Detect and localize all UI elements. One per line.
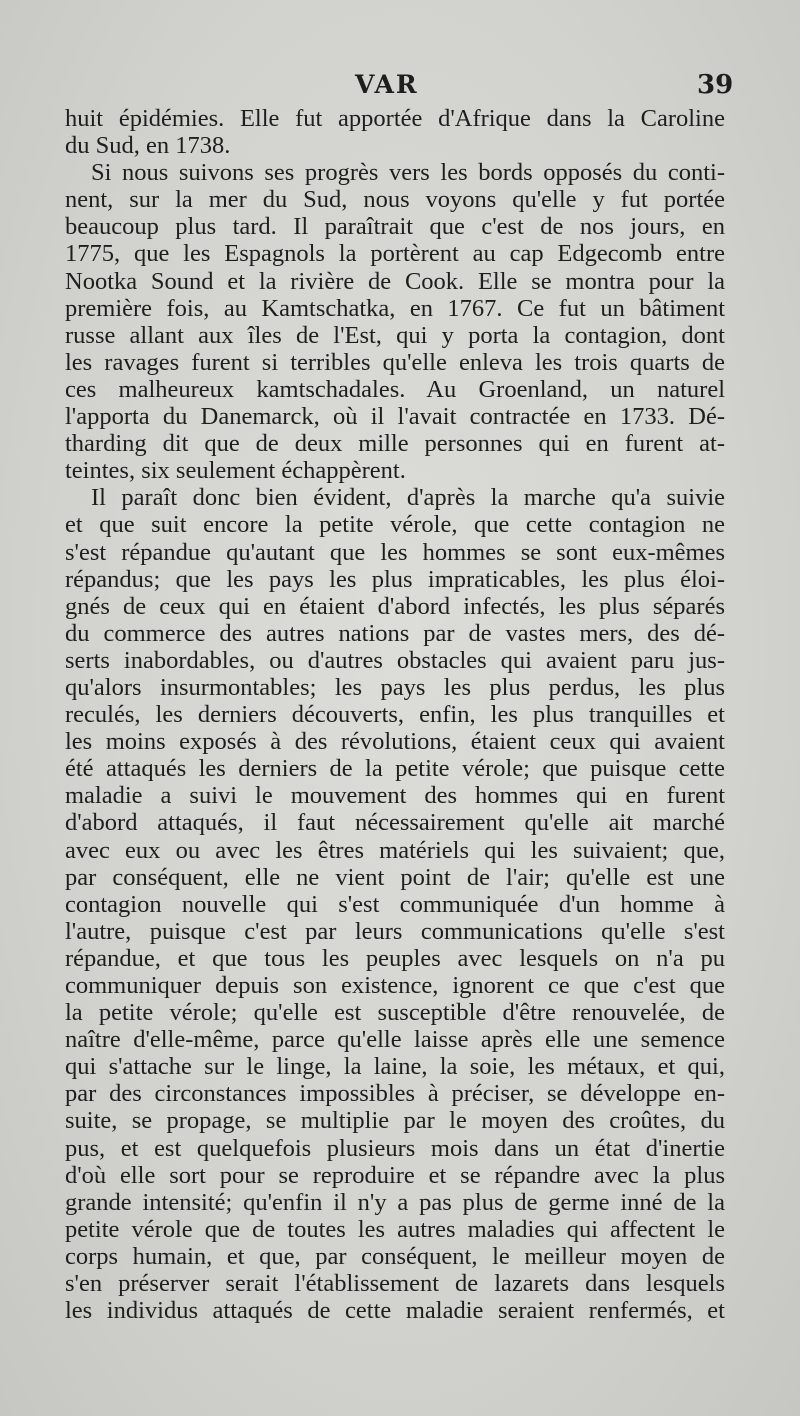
text-line: la petite vérole; qu'elle est susceptible d'être renouvelée, de — [65, 999, 725, 1027]
text-line: reculés, les derniers découverts, enfin, les plus tranquilles et — [65, 701, 725, 729]
text-line: naître d'elle-même, parce qu'elle laisse après elle une semence — [65, 1026, 725, 1054]
text-line: été attaqués les derniers de la petite vérole; que puisque cette — [65, 755, 725, 783]
text-line: suite, se propage, se multiplie par le moyen des croûtes, du — [65, 1107, 725, 1135]
page-number: 39 — [697, 70, 734, 100]
text-line: maladie a suivi le mouvement des hommes qui en furent — [65, 782, 725, 810]
text-line: du commerce des autres nations par de vastes mers, des dé- — [65, 619, 725, 647]
text-line: d'abord attaqués, il faut nécessairement qu'elle ait marché — [65, 809, 725, 837]
text-line: Si nous suivons ses progrès vers les bords opposés du conti- — [91, 159, 725, 187]
body-text — [65, 105, 725, 1324]
text-line: d'où elle sort pour se reproduire et se répandre avec la plus — [65, 1161, 725, 1189]
text-line: les ravages furent si terribles qu'elle enleva les trois quarts de — [65, 348, 725, 376]
text-line: 1775, que les Espagnols la portèrent au cap Edgecomb entre — [65, 240, 725, 268]
text-line: répandue, et que tous les peuples avec lesquels on n'a pu — [65, 944, 725, 972]
text-line: ces malheureux kamtschadales. Au Groenland, un naturel — [65, 375, 725, 403]
text-line: par des circonstances impossibles à préciser, se développe en- — [65, 1080, 725, 1108]
text-line: les individus attaqués de cette maladie seraient renfermés, et — [65, 1297, 725, 1325]
text-line: avec eux ou avec les êtres matériels qui les suivaient; que, — [65, 836, 725, 864]
text-line: s'est répandue qu'autant que les hommes se sont eux-mêmes — [65, 538, 725, 566]
text-line: nent, sur la mer du Sud, nous voyons qu'elle y fut portée — [65, 186, 725, 214]
text-line: gnés de ceux qui en étaient d'abord infectés, les plus séparés — [65, 592, 725, 620]
text-line: Nootka Sound et la rivière de Cook. Elle se montra pour la — [65, 267, 725, 295]
text-line: s'en préserver serait l'établissement de lazarets dans lesquels — [65, 1270, 725, 1298]
running-title: VAR — [355, 70, 419, 99]
text-line: les moins exposés à des révolutions, étaient ceux qui avaient — [65, 728, 725, 756]
text-line: Il paraît donc bien évident, d'après la marche qu'a suivie — [91, 484, 725, 512]
text-line: teintes, six seulement échappèrent. — [65, 457, 406, 485]
text-line: l'apporta du Danemarck, où il l'avait contractée en 1733. Dé- — [65, 403, 725, 431]
text-line: première fois, au Kamtschatka, en 1767. Ce fut un bâtiment — [65, 294, 725, 322]
running-head — [0, 70, 800, 106]
text-line: beaucoup plus tard. Il paraîtrait que c'est de nos jours, en — [65, 213, 725, 241]
text-line: corps humain, et que, par conséquent, le meilleur moyen de — [65, 1242, 725, 1270]
text-line: du Sud, en 1738. — [65, 132, 231, 160]
paragraph — [65, 484, 725, 1324]
text-line: pus, et est quelquefois plusieurs mois dans un état d'inertie — [65, 1134, 725, 1162]
paragraph — [65, 159, 725, 484]
text-line: communiquer depuis son existence, ignorent ce que c'est que — [65, 972, 725, 999]
text-line: petite vérole que de toutes les autres maladies qui affectent le — [65, 1215, 725, 1243]
text-line: huit épidémies. Elle fut apportée d'Afrique dans la Caroline — [65, 105, 725, 132]
text-line: grande intensité; qu'enfin il n'y a pas plus de germe inné de la — [65, 1188, 725, 1216]
text-line: qui s'attache sur le linge, la laine, la soie, les métaux, et qui, — [65, 1053, 725, 1081]
text-line: et que suit encore la petite vérole, que cette contagion ne — [65, 511, 725, 539]
text-line: tharding dit que de deux mille personnes qui en furent at- — [65, 430, 725, 458]
text-line: serts inabordables, ou d'autres obstacles qui avaient paru jus- — [65, 646, 725, 674]
text-line: contagion nouvelle qui s'est communiquée d'un homme à — [65, 890, 725, 918]
text-line: répandus; que les pays les plus impraticables, les plus éloi- — [65, 565, 725, 593]
text-line: l'autre, puisque c'est par leurs communications qu'elle s'est — [65, 917, 725, 945]
text-line: russe allant aux îles de l'Est, qui y porta la contagion, dont — [65, 321, 725, 349]
paragraph — [65, 105, 725, 159]
text-line: qu'alors insurmontables; les pays les plus perdus, les plus — [65, 673, 725, 701]
text-line: par conséquent, elle ne vient point de l'air; qu'elle est une — [65, 863, 725, 891]
